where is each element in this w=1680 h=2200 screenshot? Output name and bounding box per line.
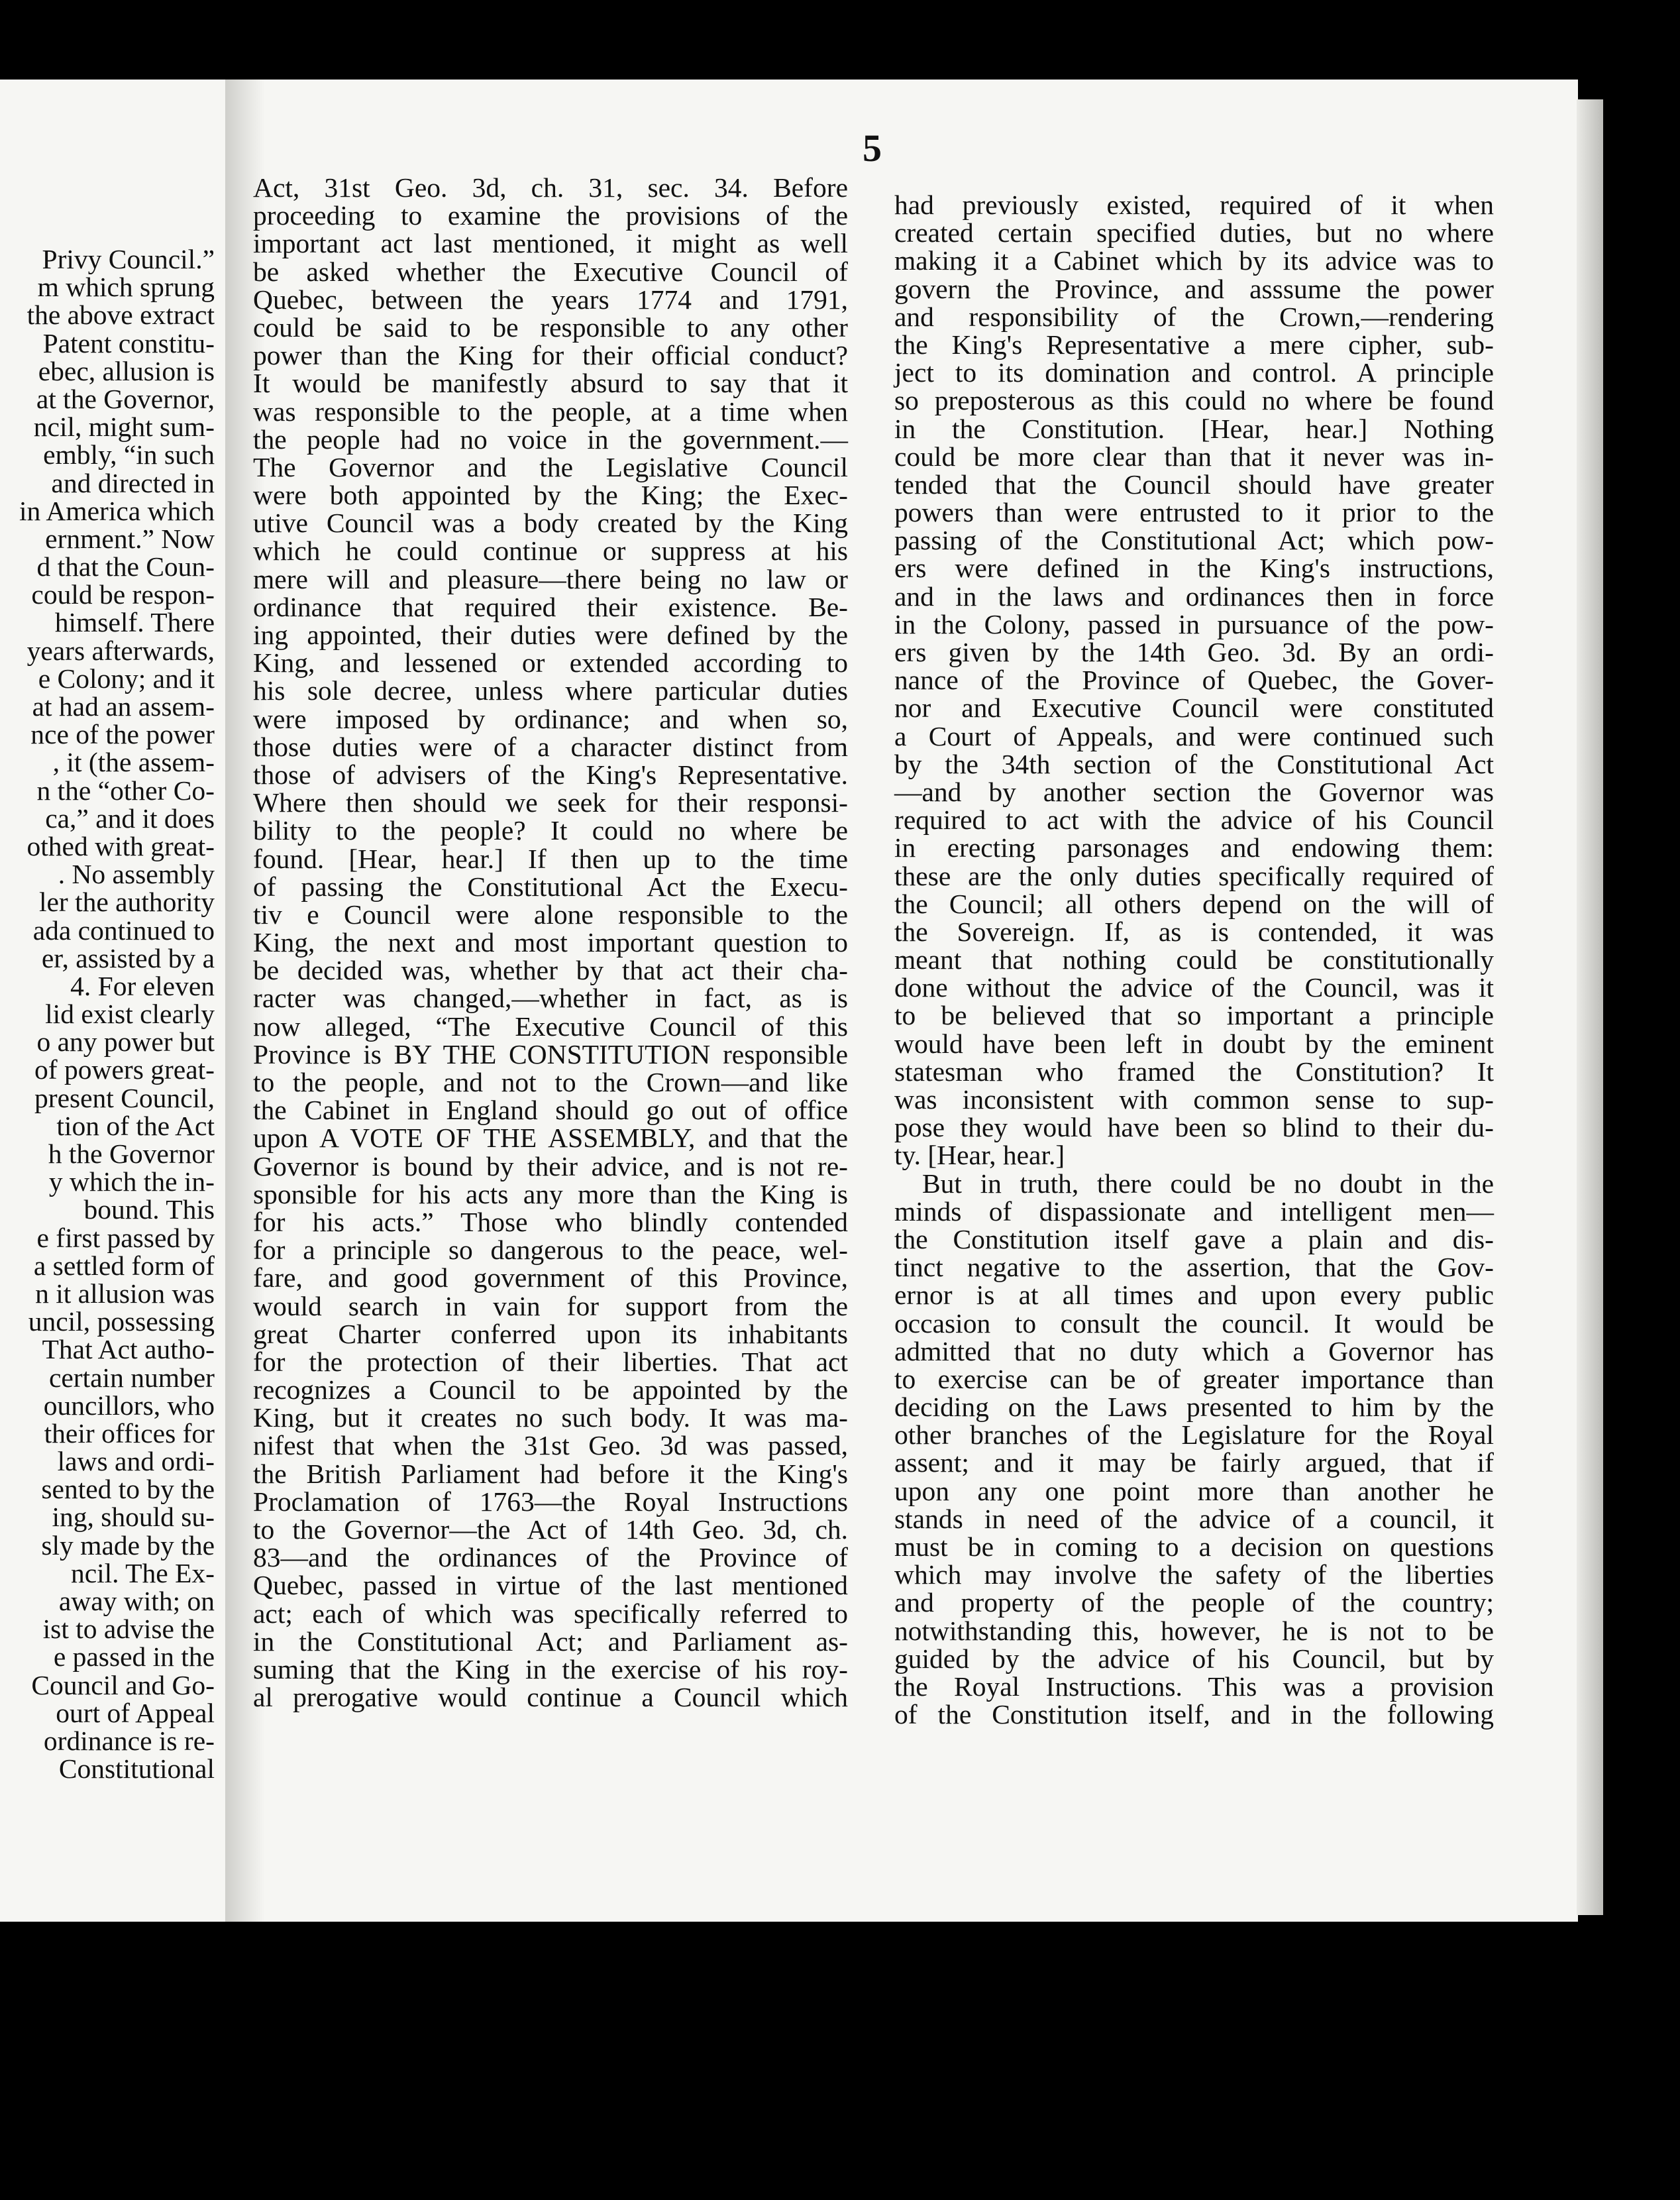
text-line: could be more clear than that it never was in- (894, 441, 1494, 472)
text-line: other branches of the Legislature for the Royal (894, 1419, 1494, 1451)
text-line: Province is BY THE CONSTITUTION responsible (253, 1038, 848, 1070)
text-line: ject to its domination and control. A principle (894, 357, 1494, 388)
text-line: to the people, and not to the Crown—and like (253, 1067, 848, 1097)
text-line: power than the King for their official conduct? (253, 340, 848, 371)
text-line: ernor is at all times and upon every public (894, 1280, 1494, 1311)
text-line: stands in need of the advice of a council, it (894, 1503, 1494, 1534)
text-line: in erecting parsonages and endowing them: (894, 832, 1494, 863)
text-line: tinct negative to the assertion, that the Gov- (894, 1252, 1494, 1283)
text-line: and property of the people of the country; (894, 1587, 1494, 1618)
text-line: assent; and it may be fairly argued, that if (894, 1447, 1494, 1478)
text-line: nor and Executive Council were constituted (894, 692, 1494, 724)
text-line: n the “other Co- (36, 775, 215, 806)
text-line: the Cabinet in England should go out of office (253, 1095, 848, 1126)
text-line: tiv e Council were alone responsible to the (253, 899, 848, 930)
text-line: the people had no voice in the government.— (253, 423, 848, 455)
text-line: ing, should su- (52, 1502, 215, 1533)
text-line: would search in vain for support from the (253, 1290, 848, 1321)
text-line: It would be manifestly absurd to say that it (253, 368, 848, 399)
text-line: King, but it creates no such body. It was ma- (253, 1402, 848, 1433)
text-line: a settled form of (33, 1250, 215, 1281)
text-line: ing appointed, their duties were defined by the (253, 620, 848, 650)
text-line: uncil, possessing (28, 1306, 215, 1337)
text-line: Quebec, passed in virtue of the last mentioned (253, 1570, 848, 1601)
text-line: ers given by the 14th Geo. 3d. By an ordi- (894, 637, 1494, 667)
text-line: passing of the Constitutional Act; which pow- (894, 525, 1494, 556)
text-line: fare, and good government of this Province, (253, 1262, 848, 1293)
text-line: by the 34th section of the Constitutional Act (894, 748, 1494, 779)
page-number: 5 (863, 127, 882, 170)
text-line: sented to by the (41, 1474, 215, 1505)
text-line: King, the next and most important question to (253, 927, 848, 958)
text-line: Quebec, between the years 1774 and 1791, (253, 284, 848, 315)
text-line: lid exist clearly (45, 999, 215, 1030)
text-line: utive Council was a body created by the King (253, 508, 848, 539)
text-line: al prerogative would continue a Council which (253, 1682, 848, 1713)
text-line: in the Colony, passed in pursuance of the pow- (894, 608, 1494, 639)
text-line: bility to the people? It could no where be (253, 815, 848, 846)
text-line: the Council; all others depend on the will of (894, 888, 1494, 919)
text-line: had previously existed, required of it when (894, 190, 1494, 220)
text-line: , it (the assem- (52, 747, 215, 778)
text-line: be asked whether the Executive Council of (253, 256, 848, 287)
text-line: for a principle so dangerous to the peace, wel- (253, 1235, 848, 1266)
text-line: and in the laws and ordinances then in force (894, 580, 1494, 612)
text-line: important act last mentioned, it might as well (253, 228, 848, 259)
text-line: now alleged, “The Executive Council of this (253, 1011, 848, 1042)
text-line: a Court of Appeals, and were continued such (894, 720, 1494, 751)
text-line: meant that nothing could be constitutionally (894, 944, 1494, 975)
text-line: of passing the Constitutional Act the Execu- (253, 871, 848, 902)
text-line: e first passed by (36, 1222, 215, 1253)
text-line: ordinance that required their existence. Be- (253, 591, 848, 622)
text-line: upon any one point more than another he (894, 1475, 1494, 1506)
text-line: ouncillors, who (43, 1390, 215, 1421)
left-page (0, 80, 232, 1922)
text-line: their offices for (44, 1417, 215, 1449)
text-line: . No assembly (58, 859, 215, 890)
text-line: But in truth, there could be no doubt in the (922, 1168, 1494, 1199)
text-line: the Royal Instructions. This was a provision (894, 1671, 1494, 1702)
text-line: ty. [Hear, hear.] (894, 1140, 1065, 1171)
text-line: and directed in (51, 467, 215, 498)
text-line: for his acts.” Those who blindly contended (253, 1206, 848, 1237)
text-line: minds of dispassionate and intelligent men— (894, 1195, 1494, 1227)
text-line: ourt of Appeal (56, 1697, 215, 1728)
text-line: the King's Representative a mere cipher, sub- (894, 329, 1494, 360)
text-line: Act, 31st Geo. 3d, ch. 31, sec. 34. Before (253, 172, 848, 203)
text-line: ncil, might sum- (33, 412, 215, 443)
text-line: would have been left in doubt by the eminent (894, 1028, 1494, 1059)
text-line: admitted that no duty which a Governor has (894, 1335, 1494, 1366)
text-line: was responsible to the people, at a time when (253, 396, 848, 427)
text-line: act; each of which was specifically referred to (253, 1598, 848, 1629)
text-line: himself. There (54, 607, 215, 638)
text-line: sly made by the (41, 1529, 215, 1561)
text-line: King, and lessened or extended according to (253, 647, 848, 679)
text-line: the British Parliament had before it the King's (253, 1458, 848, 1489)
text-line: laws and ordi- (57, 1446, 215, 1477)
text-line: recognizes a Council to be appointed by the (253, 1374, 848, 1405)
text-column-left (253, 174, 848, 1711)
text-line: o any power but (36, 1026, 215, 1058)
text-line: so preposterous as this could no where be found (894, 385, 1494, 416)
text-line: Where then should we seek for their responsi- (253, 787, 848, 818)
text-line: n it allusion was (35, 1278, 215, 1309)
text-line: ernment.” Now (45, 523, 215, 554)
text-line: d that the Coun- (36, 551, 215, 582)
text-line: suming that the King in the exercise of his roy- (253, 1653, 848, 1684)
text-line: the above extract (26, 300, 215, 331)
text-line: m which sprung (37, 272, 215, 303)
text-line: govern the Province, and asssume the power (894, 273, 1494, 304)
text-line: which may involve the safety of the liberties (894, 1559, 1494, 1590)
text-line: the Constitution itself gave a plain and dis- (894, 1223, 1494, 1254)
text-line: proceeding to examine the provisions of the (253, 200, 848, 231)
text-line: pose they would have been so blind to their du- (894, 1112, 1494, 1143)
text-line: embly, “in such (43, 439, 215, 470)
text-line: ada continued to (32, 914, 215, 946)
text-line: at had an assem- (32, 691, 215, 722)
text-line: powers than were entrusted to it prior to the (894, 497, 1494, 528)
text-line: ncil. The Ex- (70, 1557, 215, 1588)
text-line: 83—and the ordinances of the Province of (253, 1542, 848, 1573)
text-line: his sole decree, unless where particular duties (253, 675, 848, 706)
text-line: tended that the Council should have greater (894, 468, 1494, 500)
text-line: ebec, allusion is (38, 355, 215, 386)
text-line: ordinance is re- (43, 1725, 215, 1756)
text-line: y which the in- (48, 1166, 215, 1197)
text-line: upon A VOTE OF THE ASSEMBLY, and that the (253, 1123, 848, 1154)
text-line: statesman who framed the Constitution? It (894, 1056, 1494, 1087)
text-line: Council and Go- (31, 1669, 215, 1700)
text-line: be decided was, whether by that act their cha- (253, 955, 848, 986)
text-line: 4. For eleven (70, 970, 215, 1001)
text-line: guided by the advice of his Council, but by (894, 1643, 1494, 1674)
text-line: The Governor and the Legislative Council (253, 451, 848, 482)
text-line: h the Governor (48, 1138, 215, 1169)
text-line: in the Constitutional Act; and Parliament as- (253, 1625, 848, 1657)
text-line: to be believed that so important a principle (894, 1000, 1494, 1031)
text-line: and responsibility of the Crown,—rendering (894, 301, 1494, 332)
text-line: Constitutional (58, 1753, 215, 1785)
text-line: occasion to consult the council. It would be (894, 1307, 1494, 1339)
text-line: e passed in the (53, 1641, 215, 1673)
text-line: to exercise can be of greater importance than (894, 1363, 1494, 1394)
text-line: must be in coming to a decision on questions (894, 1531, 1494, 1562)
text-line: —and by another section the Governor was (894, 776, 1494, 807)
text-line: these are the only duties specifically required of (894, 860, 1494, 891)
text-line: years afterwards, (26, 635, 215, 666)
text-line: e Colony; and it (38, 663, 215, 694)
text-line: were both appointed by the King; the Exec- (253, 480, 848, 511)
text-line: present Council, (34, 1082, 215, 1113)
text-line: bound. This (83, 1194, 215, 1225)
text-line: sponsible for his acts any more than the King is (253, 1178, 848, 1209)
text-line: Governor is bound by their advice, and is not re- (253, 1150, 848, 1182)
text-line: for the protection of their liberties. That act (253, 1346, 848, 1377)
left-page-text (0, 245, 232, 1783)
text-line: er, assisted by a (41, 942, 215, 973)
text-line: away with; on (58, 1586, 215, 1616)
text-line: ler the authority (38, 887, 215, 918)
text-line: the Sovereign. If, as is contended, it was (894, 916, 1494, 947)
text-line: in the Constitution. [Hear, hear.] Nothing (894, 413, 1494, 444)
text-line: in America which (19, 495, 215, 526)
text-line: ers were defined in the King's instructions, (894, 553, 1494, 584)
text-line: nifest that when the 31st Geo. 3d was passed, (253, 1430, 848, 1461)
text-line: great Charter conferred upon its inhabitants (253, 1318, 848, 1349)
page-edge-shadow (1577, 99, 1603, 1915)
text-line: othed with great- (26, 830, 215, 861)
text-line: to the Governor—the Act of 14th Geo. 3d, ch. (253, 1514, 848, 1545)
text-line: deciding on the Laws presented to him by the (894, 1392, 1494, 1423)
text-line: tion of the Act (56, 1110, 215, 1141)
text-line: ist to advise the (42, 1614, 215, 1645)
text-line: found. [Hear, hear.] If then up to the time (253, 843, 848, 874)
text-line: required to act with the advice of his Council (894, 804, 1494, 836)
text-line: That Act autho- (42, 1334, 215, 1365)
text-line: making it a Cabinet which by its advice was to (894, 245, 1494, 276)
text-line: Privy Council.” (42, 244, 215, 274)
text-line: at the Governor, (36, 383, 215, 414)
text-line: could be said to be responsible to any other (253, 311, 848, 343)
text-line: were imposed by ordinance; and when so, (253, 703, 848, 734)
text-line: certain number (48, 1362, 215, 1393)
text-line: created certain specified duties, but no where (894, 217, 1494, 248)
text-line: was inconsistent with common sense to sup- (894, 1084, 1494, 1115)
text-line: racter was changed,—whether in fact, as is (253, 983, 848, 1014)
text-line: nance of the Province of Quebec, the Gover- (894, 665, 1494, 696)
text-line: Patent constitu- (42, 327, 215, 358)
text-line: those duties were of a character distinct from (253, 731, 848, 762)
text-line: those of advisers of the King's Representative. (253, 759, 848, 790)
text-line: Proclamation of 1763—the Royal Instructions (253, 1486, 848, 1517)
text-line: mere will and pleasure—there being no law or (253, 563, 848, 594)
text-line: done without the advice of the Council, was it (894, 972, 1494, 1003)
text-line: could be respon- (31, 579, 215, 610)
text-line: nce of the power (30, 719, 215, 750)
text-line: notwithstanding this, however, he is not to be (894, 1615, 1494, 1646)
text-line: ca,” and it does (45, 802, 215, 834)
text-line: which he could continue or suppress at his (253, 535, 848, 567)
text-line: of powers great- (34, 1054, 215, 1085)
text-line: of the Constitution itself, and in the following (894, 1699, 1494, 1730)
text-column-right (894, 191, 1494, 1728)
